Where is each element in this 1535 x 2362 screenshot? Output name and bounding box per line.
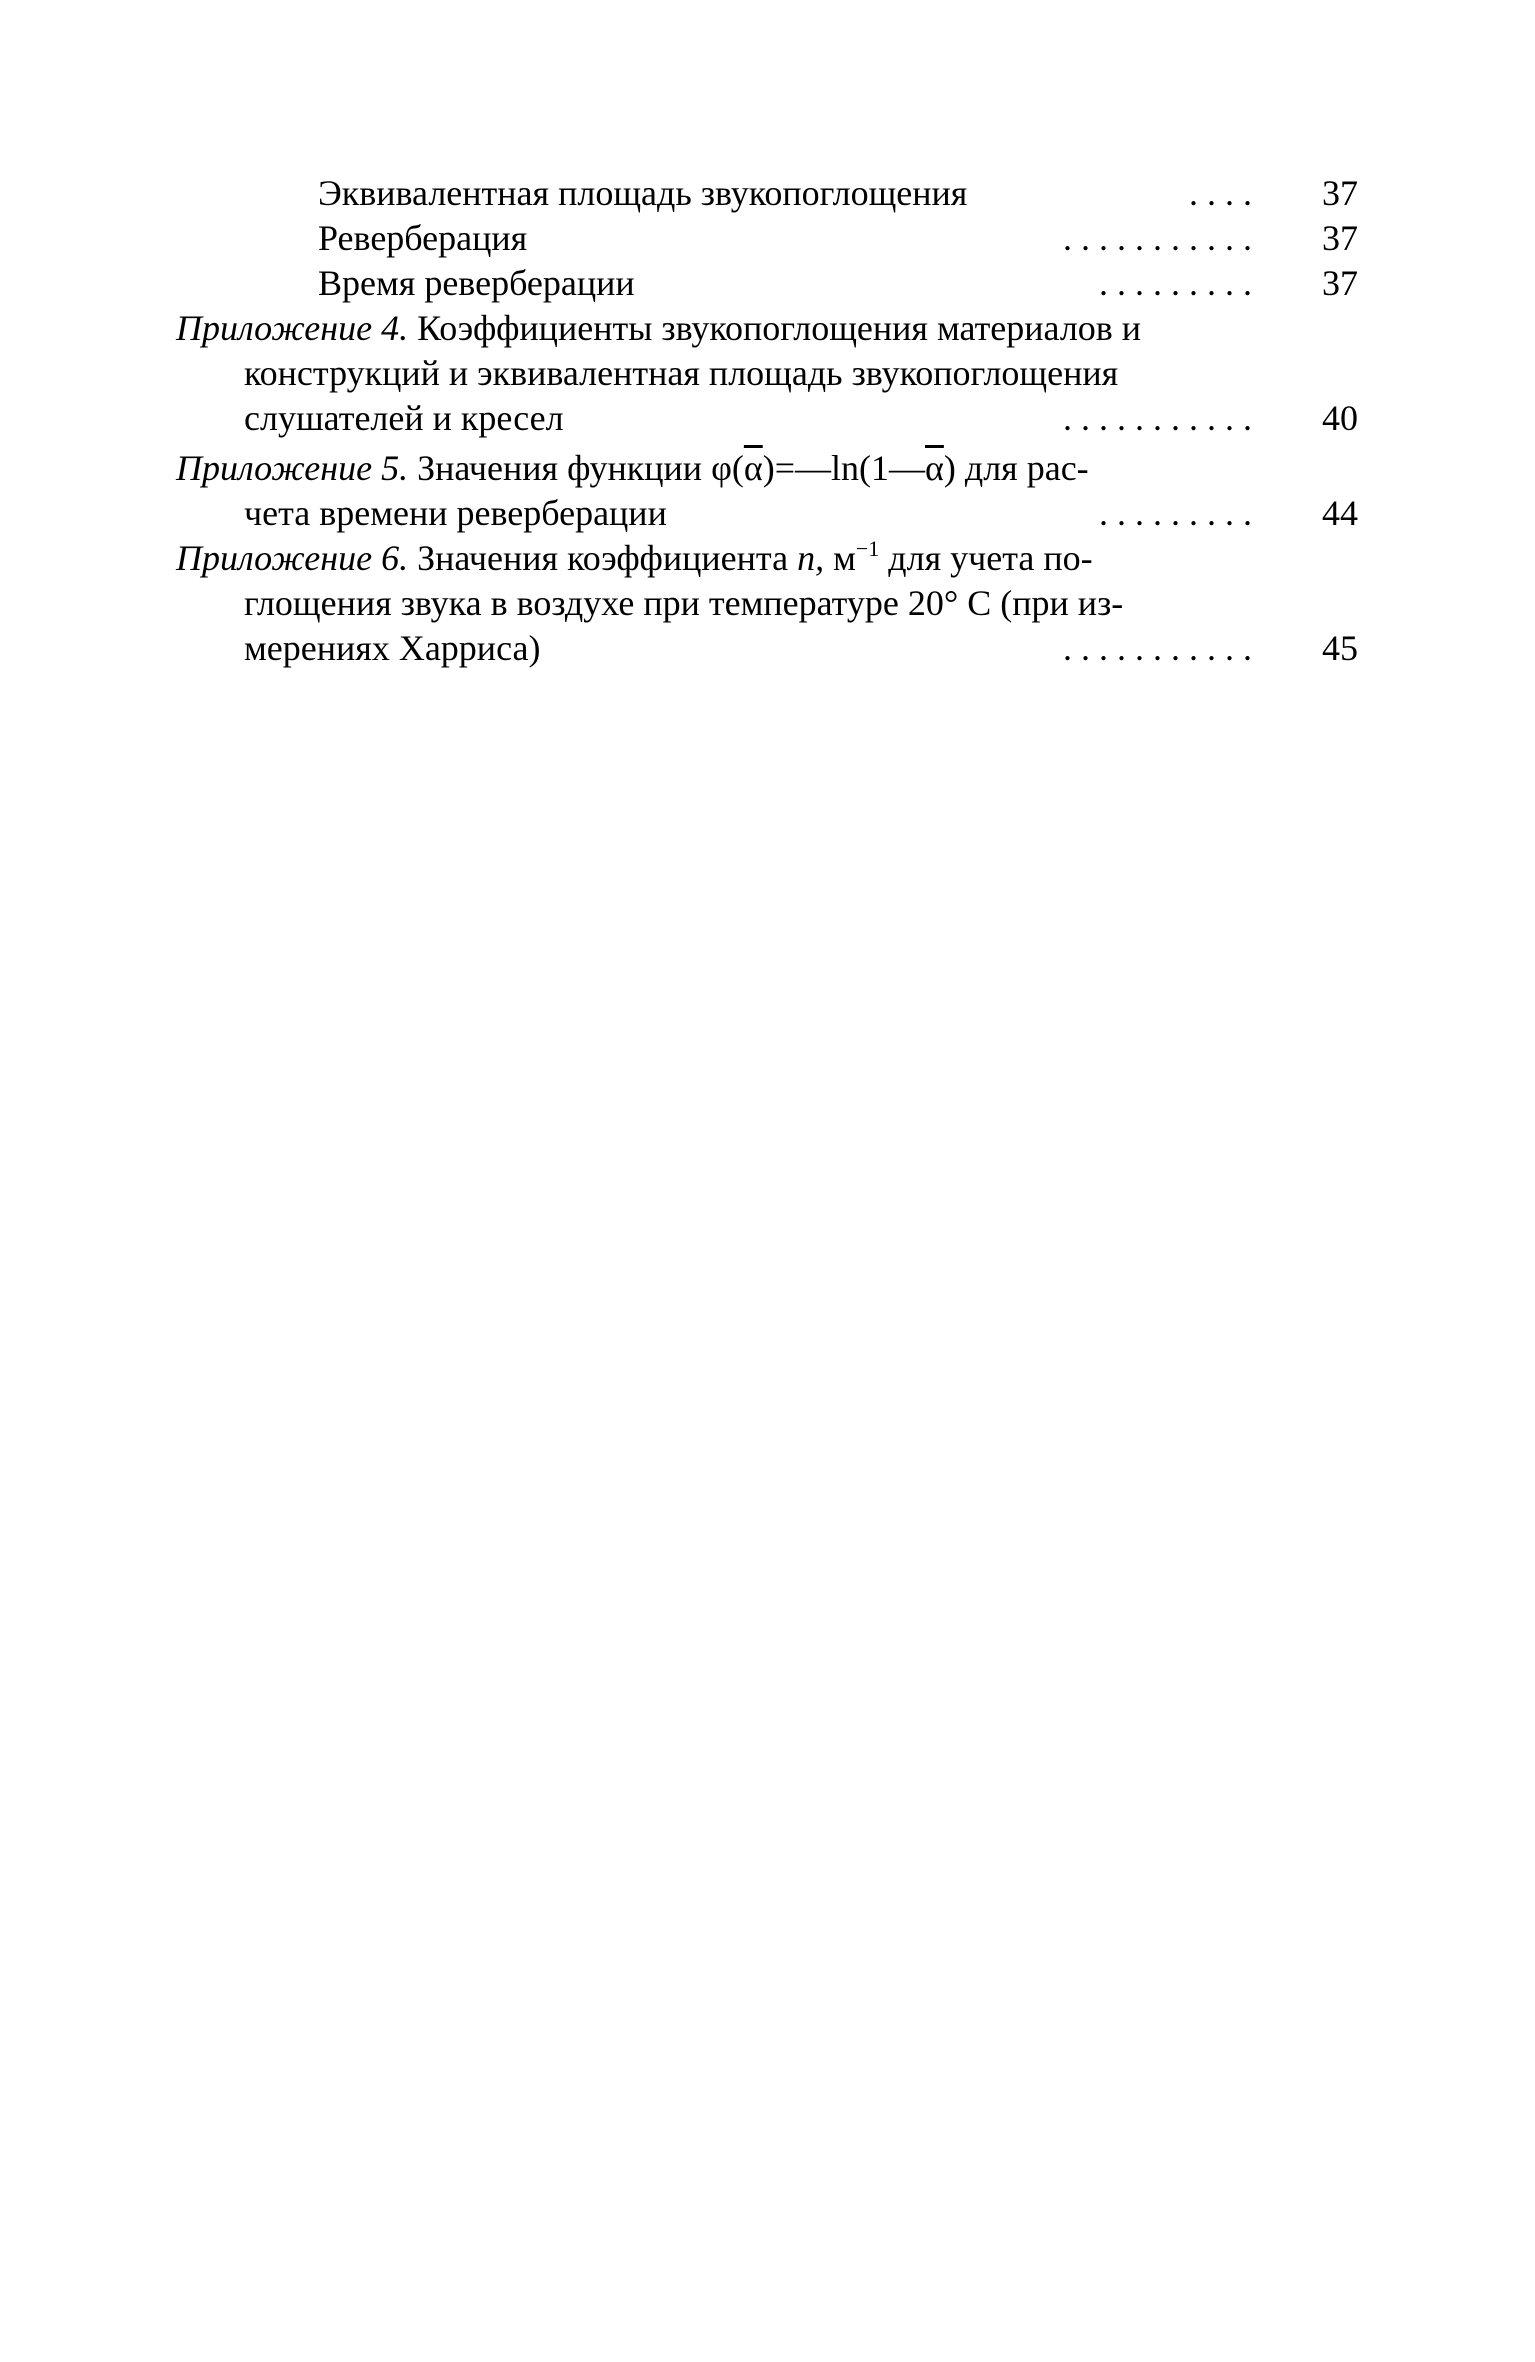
toc-page-number: 44	[1322, 493, 1358, 533]
unit-exponent: −1	[855, 536, 880, 561]
appendix-label: Приложение 4.	[176, 308, 409, 348]
variable-n: n,	[797, 538, 825, 578]
toc-entry-appendix-6-cont	[0, 580, 1535, 626]
toc-entry-text: Значения функции	[417, 448, 703, 488]
unit	[833, 538, 879, 578]
toc-entry-text: мерениях Харриса)	[244, 628, 541, 668]
toc-entry-text: Эквивалентная площадь звукопоглощения	[318, 173, 968, 213]
toc-entry-appendix-5[interactable]	[0, 445, 1535, 491]
toc-entry-text: чета времени реверберации	[244, 493, 667, 533]
toc-entry-text: конструкций и эквивалентная площадь звукопоглощения	[244, 353, 1119, 393]
toc-entry-line	[176, 535, 1093, 586]
leader-dots: . . . .	[1189, 173, 1252, 213]
toc-entry-text: Время реверберации	[318, 263, 635, 303]
leader-dots: . . . . . . . . .	[1099, 493, 1252, 533]
leader-dots: . . . . . . . . . . .	[1063, 398, 1252, 438]
toc-entry-reverberation[interactable]	[0, 215, 1535, 261]
toc-entry-appendix-6[interactable]	[0, 535, 1535, 581]
leader-dots: . . . . . . . . . . .	[1063, 628, 1252, 668]
appendix-label: Приложение 6.	[176, 538, 409, 578]
formula-part: φ(	[711, 448, 744, 488]
formula-alpha: $\overline{\alpha}$	[743, 448, 763, 488]
toc-entry-reverberation-time[interactable]	[0, 260, 1535, 306]
appendix-label: Приложение 5.	[176, 448, 409, 488]
toc-page-number: 45	[1322, 628, 1358, 668]
toc-entry-line	[176, 305, 1141, 351]
toc-entry-appendix-6-end	[0, 625, 1535, 671]
toc-entry-appendix-5-end	[0, 490, 1535, 536]
toc-page-number: 37	[1322, 173, 1358, 213]
toc-entry-text: для учета по-	[888, 538, 1093, 578]
toc-entry-text: для рас-	[964, 448, 1089, 488]
formula	[711, 448, 956, 488]
leader-dots: . . . . . . . . . . .	[1063, 218, 1252, 258]
toc-entry-line	[176, 445, 1089, 491]
formula-part: )=—ln(1—	[762, 448, 925, 488]
leader-dots: . . . . . . . . .	[1099, 263, 1252, 303]
toc-entry-text: глощения звука в воздухе при температуре 20° С (при из-	[244, 583, 1124, 623]
toc-entry-text: Коэффициенты звукопоглощения материалов и	[417, 308, 1142, 348]
formula-alpha: $\overline{\alpha}$	[925, 448, 944, 488]
toc-page-number: 40	[1322, 398, 1358, 438]
toc-page-number: 37	[1322, 218, 1358, 258]
toc-entry-text: слушателей и кресел	[244, 398, 564, 438]
toc-page-number: 37	[1322, 263, 1358, 303]
toc-entry-text: Значения коэффициента	[417, 538, 789, 578]
toc-entry-appendix-4[interactable]	[0, 305, 1535, 351]
toc-entry-equivalent-area[interactable]	[0, 170, 1535, 216]
formula-part: )	[943, 448, 956, 488]
toc-entry-appendix-4-end	[0, 395, 1535, 441]
toc-entry-appendix-4-cont	[0, 350, 1535, 396]
unit-base: м	[833, 538, 856, 578]
toc-entry-text: Реверберация	[318, 218, 528, 258]
